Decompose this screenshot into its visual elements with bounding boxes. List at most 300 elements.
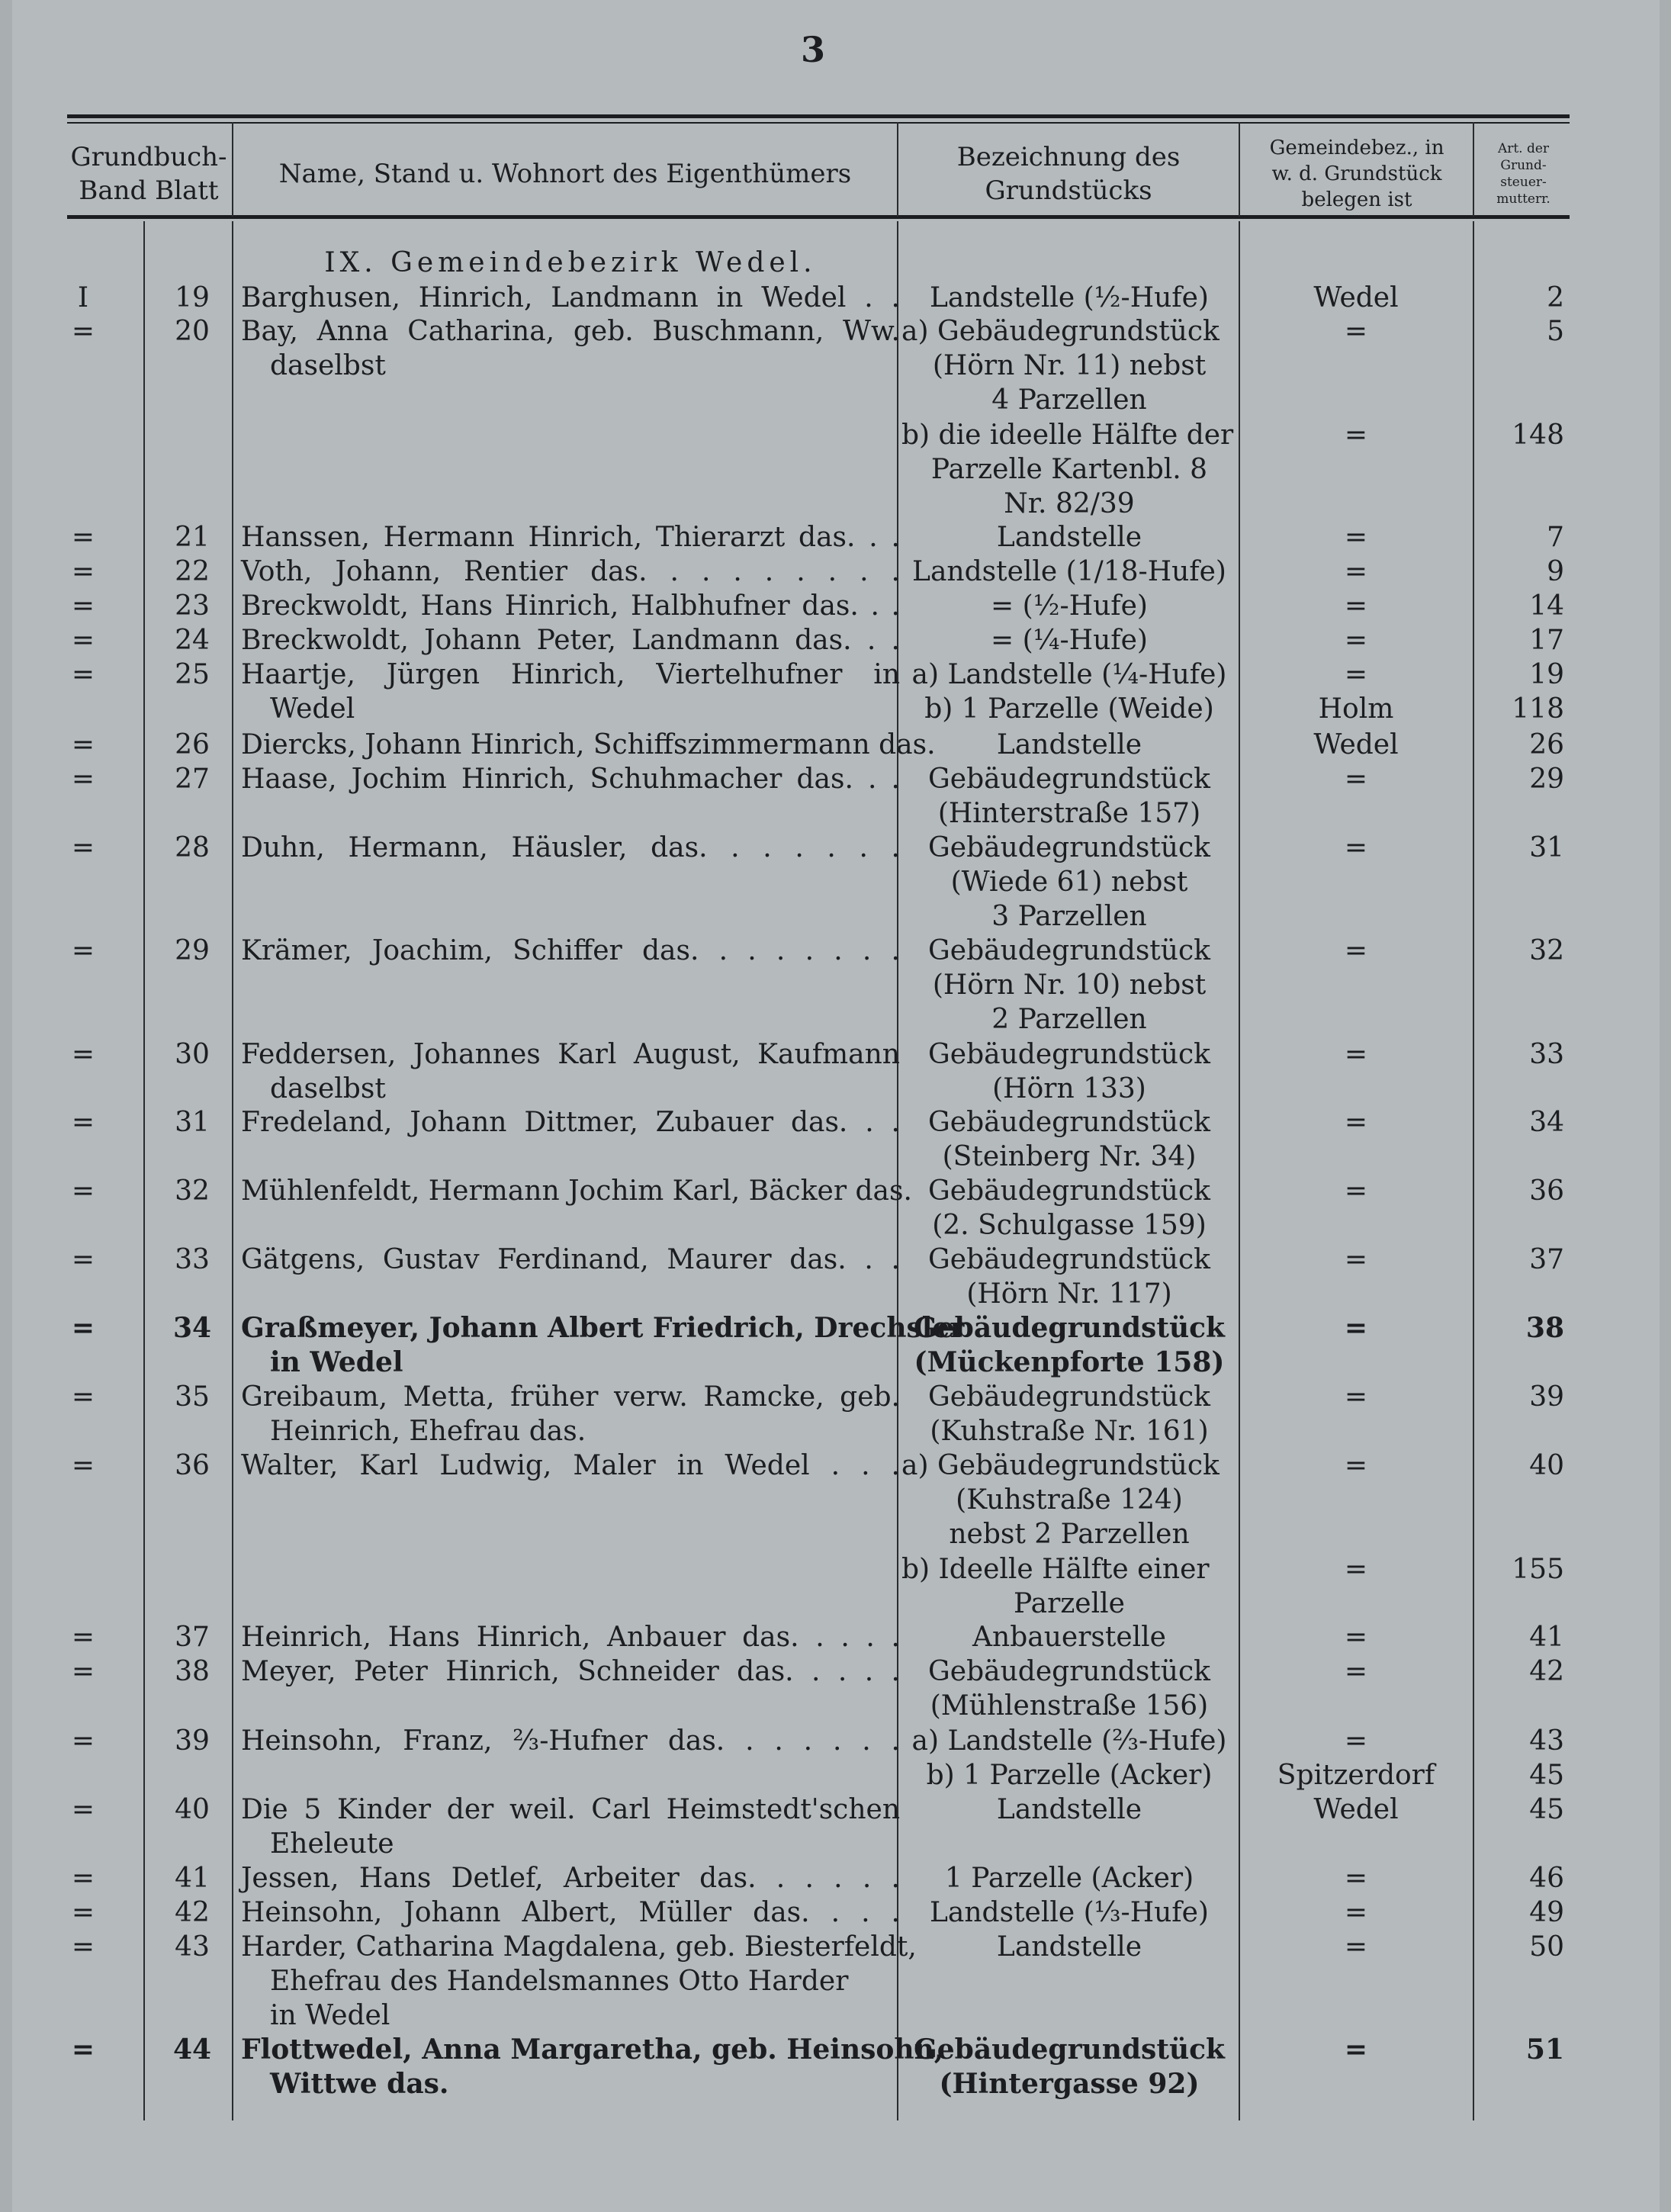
band-cell: =	[71, 1244, 95, 1275]
municipality-cell	[1242, 623, 1470, 657]
owner-cell	[241, 1105, 900, 1140]
owner-line: Heinsohn, Franz, ⅔-Hufner das. . . . . . .	[241, 1725, 900, 1757]
owner-line: Breckwoldt, Johann Peter, Landmann das. . .	[241, 625, 900, 656]
parcel-cell	[901, 1792, 1237, 1827]
parcel-line: Gebäudegrundstück	[928, 764, 1210, 795]
tax-article-line: 29	[1529, 764, 1564, 795]
owner-line: Greibaum, Metta, früher verw. Ramcke, geb.	[241, 1381, 900, 1413]
band-cell: =	[71, 625, 95, 656]
tax-article-cell	[1480, 1620, 1564, 1654]
parcel-cell	[901, 1311, 1237, 1380]
tax-article-line: 26	[1529, 729, 1564, 760]
municipality-line: =	[1344, 1244, 1368, 1275]
parcel-cell	[901, 555, 1237, 589]
tax-article-line: 17	[1529, 625, 1564, 656]
owner-cell	[241, 1311, 965, 1380]
tax-article-cell	[1480, 1174, 1564, 1208]
blatt-cell: 36	[175, 1450, 210, 1481]
owner-cell	[241, 1448, 900, 1483]
municipality-line	[1242, 1483, 1470, 1517]
blatt-cell: 21	[175, 522, 210, 553]
parcel-line: (Hörn Nr. 11) nebst	[932, 350, 1207, 382]
municipality-cell	[1242, 831, 1470, 865]
parcel-line: Gebäudegrundstück	[914, 1312, 1225, 1344]
page-number: 3	[800, 29, 825, 70]
tax-article-cell	[1480, 1380, 1564, 1414]
parcel-line: (Kuhstraße Nr. 161)	[930, 1416, 1209, 1448]
blatt-cell: 19	[175, 282, 210, 313]
parcel-line: Landstelle	[996, 522, 1142, 553]
owner-cell	[241, 1174, 912, 1208]
municipality-line: Spitzerdorf	[1277, 1760, 1435, 1792]
tax-article-cell	[1480, 657, 1564, 726]
blatt-cell: 37	[175, 1622, 210, 1653]
tax-article-line: 148	[1512, 419, 1564, 451]
parcel-cell	[901, 1620, 1237, 1654]
tax-article-cell	[1480, 1243, 1564, 1277]
header-tax-article-line: steuer-	[1500, 175, 1547, 190]
municipality-cell	[1242, 1380, 1470, 1414]
tax-article-line: 7	[1547, 522, 1564, 553]
municipality-line: =	[1344, 1107, 1368, 1138]
municipality-line: =	[1344, 1553, 1368, 1585]
header-municipality-line: Gemeindebez., in	[1269, 137, 1444, 159]
header-band-blatt-line: Grundbuch-	[70, 142, 227, 172]
tax-article-cell	[1480, 281, 1564, 315]
owner-line: Fredeland, Johann Dittmer, Zubauer das. . .	[241, 1107, 900, 1138]
owner-cell	[241, 1861, 900, 1895]
band-cell: =	[71, 1863, 95, 1894]
tax-article-line: 19	[1529, 659, 1564, 690]
parcel-cell	[901, 2033, 1237, 2101]
parcel-line: a) Landstelle (⅔-Hufe)	[911, 1725, 1227, 1757]
parcel-line: (Hintergasse 92)	[939, 2068, 1200, 2101]
owner-line: Graßmeyer, Johann Albert Friedrich, Drechsler	[241, 1312, 965, 1344]
municipality-line: =	[1344, 522, 1368, 553]
parcel-line: Landstelle (½-Hufe)	[930, 282, 1209, 313]
tax-article-cell	[1480, 1861, 1564, 1895]
owner-cell	[241, 1895, 900, 1930]
owner-cell	[241, 1620, 900, 1654]
parcel-cell	[901, 623, 1237, 657]
owner-line: Haase, Jochim Hinrich, Schuhmacher das. . .	[241, 764, 900, 795]
tax-article-line: 34	[1529, 1107, 1564, 1138]
owner-cell	[241, 2033, 944, 2101]
parcel-line: 4 Parzellen	[991, 384, 1147, 416]
municipality-line: =	[1344, 1863, 1368, 1894]
municipality-cell	[1242, 589, 1470, 623]
blatt-cell: 24	[175, 625, 210, 656]
tax-article-line: 2	[1547, 282, 1564, 313]
parcel-line: 2 Parzellen	[991, 1004, 1147, 1036]
parcel-line: (Kuhstraße 124)	[956, 1484, 1183, 1516]
blatt-cell: 26	[175, 729, 210, 760]
parcel-line: = (¼-Hufe)	[991, 625, 1148, 656]
municipality-line: =	[1344, 832, 1368, 863]
parcel-cell	[901, 1724, 1237, 1792]
tax-article-cell	[1480, 831, 1564, 865]
tax-article-cell	[1480, 1895, 1564, 1930]
parcel-line: nebst 2 Parzellen	[949, 1519, 1190, 1551]
owner-line: Gätgens, Gustav Ferdinand, Maurer das. . .	[241, 1244, 900, 1275]
blatt-cell: 23	[175, 590, 210, 622]
municipality-line: =	[1344, 1312, 1368, 1344]
municipality-cell	[1242, 762, 1470, 796]
municipality-line: =	[1344, 659, 1368, 690]
band-cell: =	[71, 729, 95, 760]
municipality-cell	[1242, 2033, 1470, 2067]
municipality-cell	[1242, 728, 1470, 762]
owner-line: Bay, Anna Catharina, geb. Buschmann, Ww.	[241, 316, 900, 347]
parcel-cell	[901, 1861, 1237, 1895]
blatt-cell: 39	[175, 1725, 210, 1757]
municipality-line: Wedel	[1313, 1794, 1399, 1825]
blatt-cell: 43	[175, 1931, 210, 1963]
owner-line: Wittwe das.	[270, 2068, 449, 2101]
tax-article-cell	[1480, 934, 1564, 968]
tax-article-line: 46	[1529, 1863, 1564, 1894]
parcel-line: Anbauerstelle	[972, 1622, 1166, 1653]
tax-article-line: 40	[1529, 1450, 1564, 1481]
parcel-cell	[901, 1243, 1237, 1311]
parcel-line: b) 1 Parzelle (Acker)	[926, 1760, 1213, 1792]
band-cell: =	[71, 1381, 95, 1413]
parcel-line: a) Landstelle (¼-Hufe)	[911, 659, 1227, 690]
municipality-cell	[1242, 1861, 1470, 1895]
owner-cell	[241, 1792, 900, 1861]
blatt-cell: 22	[175, 556, 210, 587]
parcel-line: (Mückenpforte 158)	[914, 1346, 1225, 1379]
header-tax-article-line: mutterr.	[1496, 191, 1550, 207]
band-cell: =	[71, 1725, 95, 1757]
band-cell: =	[71, 935, 95, 966]
owner-line: Eheleute	[270, 1828, 394, 1860]
parcel-line: b) Ideelle Hälfte einer	[901, 1553, 1210, 1585]
parcel-line: Gebäudegrundstück	[928, 1107, 1210, 1138]
parcel-line: Gebäudegrundstück	[928, 1244, 1210, 1275]
owner-cell	[241, 1380, 900, 1448]
municipality-line: =	[1344, 1897, 1368, 1928]
blatt-cell: 31	[175, 1107, 210, 1138]
tax-article-line: 51	[1525, 2034, 1564, 2066]
parcel-line: Parzelle	[1014, 1587, 1125, 1619]
tax-article-line: 42	[1529, 1656, 1564, 1687]
owner-line: Mühlenfeldt, Hermann Jochim Karl, Bäcker das.	[241, 1175, 912, 1207]
owner-line: daselbst	[270, 1073, 386, 1105]
band-cell: =	[71, 764, 95, 795]
blatt-cell: 28	[175, 832, 210, 863]
blatt-cell: 34	[172, 1312, 212, 1344]
municipality-line: =	[1344, 1450, 1368, 1481]
municipality-line: =	[1344, 935, 1368, 966]
municipality-line: =	[1344, 1656, 1368, 1687]
municipality-cell	[1242, 1174, 1470, 1208]
header-tax-article-line: Grund-	[1500, 158, 1547, 173]
band-cell: =	[71, 659, 95, 690]
tax-article-line: 9	[1547, 556, 1564, 587]
band-cell: =	[71, 1656, 95, 1687]
band-cell: =	[71, 1794, 95, 1825]
parcel-cell	[901, 1174, 1237, 1243]
tax-article-cell	[1480, 762, 1564, 796]
owner-cell	[241, 281, 900, 315]
parcel-line: Landstelle (⅓-Hufe)	[930, 1897, 1209, 1928]
tax-article-line: 155	[1512, 1553, 1564, 1585]
owner-line: Jessen, Hans Detlef, Arbeiter das. . . . . .	[241, 1863, 900, 1894]
band-cell: =	[71, 1622, 95, 1653]
blatt-cell: 25	[175, 659, 210, 690]
owner-cell	[241, 1930, 917, 2034]
municipality-line: Wedel	[1313, 282, 1399, 313]
parcel-cell	[901, 728, 1237, 762]
band-cell: =	[71, 1107, 95, 1138]
owner-line: in Wedel	[270, 1346, 403, 1379]
band-cell: =	[71, 1931, 95, 1963]
tax-article-line: 45	[1529, 1760, 1564, 1792]
municipality-line: =	[1344, 1725, 1368, 1757]
parcel-line: Gebäudegrundstück	[928, 1175, 1210, 1207]
parcel-line: Gebäudegrundstück	[928, 1381, 1210, 1413]
municipality-cell	[1242, 1243, 1470, 1277]
parcel-line: (Hinterstraße 157)	[937, 798, 1201, 830]
owner-cell	[241, 314, 900, 383]
owner-line: Diercks, Johann Hinrich, Schiffszimmermann das.	[241, 729, 936, 760]
municipality-cell	[1242, 657, 1470, 726]
tax-article-cell	[1480, 314, 1564, 452]
owner-line: Feddersen, Johannes Karl August, Kaufmann	[241, 1039, 900, 1070]
tax-article-line: 43	[1529, 1725, 1564, 1757]
owner-line: Flottwedel, Anna Margaretha, geb. Heinsohn,	[241, 2034, 944, 2066]
header-parcel-line: Bezeichnung des	[956, 142, 1181, 172]
register-page	[12, 0, 1660, 2212]
blatt-cell: 32	[175, 1175, 210, 1207]
parcel-line: (Hörn 133)	[992, 1073, 1146, 1105]
municipality-cell	[1242, 281, 1470, 315]
municipality-line	[1242, 349, 1470, 383]
parcel-line: (Wiede 61) nebst	[950, 866, 1188, 899]
owner-line: Die 5 Kinder der weil. Carl Heimstedt'schen	[241, 1794, 900, 1825]
parcel-cell	[901, 934, 1237, 1037]
owner-cell	[241, 762, 900, 796]
owner-line: Meyer, Peter Hinrich, Schneider das. . . . .	[241, 1656, 900, 1687]
blatt-cell: 27	[175, 764, 210, 795]
tax-article-cell	[1480, 1105, 1564, 1140]
parcel-line: (Steinberg Nr. 34)	[942, 1141, 1197, 1173]
tax-article-line: 49	[1529, 1897, 1564, 1928]
parcel-line: (2. Schulgasse 159)	[932, 1210, 1207, 1242]
municipality-line: =	[1344, 1175, 1368, 1207]
municipality-line: =	[1344, 1622, 1368, 1653]
band-cell: =	[71, 1450, 95, 1481]
blatt-cell: 20	[175, 316, 210, 347]
parcel-cell	[901, 520, 1237, 555]
parcel-cell	[901, 314, 1237, 521]
tax-article-cell	[1480, 623, 1564, 657]
parcel-cell	[901, 1037, 1237, 1106]
tax-article-line: 36	[1529, 1175, 1564, 1207]
blatt-cell: 41	[175, 1863, 210, 1894]
tax-article-line: 39	[1529, 1381, 1564, 1413]
tax-article-line: 33	[1529, 1039, 1564, 1070]
owner-line: Krämer, Joachim, Schiffer das. . . . . . . .	[241, 935, 900, 966]
tax-article-cell	[1480, 589, 1564, 623]
owner-cell	[241, 623, 900, 657]
parcel-cell	[901, 1930, 1237, 1964]
tax-article-cell	[1480, 1654, 1564, 1689]
municipality-cell	[1242, 520, 1470, 555]
header-municipality-line: belegen ist	[1301, 188, 1412, 211]
tax-article-line	[1480, 1517, 1564, 1551]
owner-line: in Wedel	[270, 2000, 390, 2032]
municipality-line	[1242, 1517, 1470, 1551]
parcel-line: a) Gebäudegrundstück	[901, 316, 1220, 347]
band-cell: =	[71, 832, 95, 863]
blatt-cell: 29	[175, 935, 210, 966]
owner-line: Barghusen, Hinrich, Landmann in Wedel . .	[241, 282, 900, 313]
owner-line: Harder, Catharina Magdalena, geb. Biesterfeldt,	[241, 1931, 917, 1963]
register-rows	[12, 0, 1660, 2212]
parcel-line: 1 Parzelle (Acker)	[944, 1863, 1194, 1894]
blatt-cell: 33	[175, 1244, 210, 1275]
municipality-cell	[1242, 1311, 1470, 1346]
header-band-blatt-line: Band Blatt	[79, 175, 219, 206]
tax-article-line	[1480, 1483, 1564, 1517]
tax-article-line: 37	[1529, 1244, 1564, 1275]
parcel-cell	[901, 831, 1237, 934]
tax-article-cell	[1480, 2033, 1564, 2067]
tax-article-line: 45	[1529, 1794, 1564, 1825]
band-cell: =	[71, 522, 95, 553]
parcel-line: Gebäudegrundstück	[928, 832, 1210, 863]
owner-cell	[241, 1724, 900, 1758]
tax-article-line: 14	[1529, 590, 1564, 622]
owner-line: daselbst	[270, 350, 386, 382]
band-cell: =	[71, 2034, 95, 2066]
parcel-line: Landstelle	[996, 1931, 1142, 1963]
municipality-cell	[1242, 555, 1470, 589]
blatt-cell: 35	[175, 1381, 210, 1413]
parcel-line: (Hörn Nr. 117)	[966, 1278, 1172, 1310]
municipality-line: =	[1344, 1039, 1368, 1070]
owner-line: Hanssen, Hermann Hinrich, Thierarzt das. . .	[241, 522, 900, 553]
owner-cell	[241, 657, 900, 726]
parcel-cell	[901, 589, 1237, 623]
owner-cell	[241, 1243, 900, 1277]
owner-line: Voth, Johann, Rentier das. . . . . . . . .	[241, 556, 900, 587]
owner-line: Heinrich, Hans Hinrich, Anbauer das. . . . .	[241, 1622, 900, 1653]
parcel-line: Gebäudegrundstück	[928, 1656, 1210, 1687]
band-cell: =	[71, 1897, 95, 1928]
tax-article-cell	[1480, 1311, 1564, 1346]
municipality-line: =	[1344, 625, 1368, 656]
tax-article-line	[1480, 349, 1564, 383]
municipality-cell	[1242, 1792, 1470, 1827]
parcel-cell	[901, 657, 1237, 726]
band-cell: =	[71, 556, 95, 587]
tax-article-line: 38	[1525, 1312, 1564, 1344]
band-cell: =	[71, 1312, 95, 1344]
municipality-cell	[1242, 1037, 1470, 1072]
owner-cell	[241, 1654, 900, 1689]
tax-article-line: 32	[1529, 935, 1564, 966]
municipality-cell	[1242, 1930, 1470, 1964]
owner-cell	[241, 520, 900, 555]
parcel-line: b) 1 Parzelle (Weide)	[924, 693, 1214, 725]
parcel-line: (Mühlenstraße 156)	[930, 1690, 1209, 1722]
parcel-cell	[901, 1380, 1237, 1448]
municipality-cell	[1242, 934, 1470, 968]
band-cell: =	[71, 1175, 95, 1207]
municipality-cell	[1242, 314, 1470, 452]
owner-line: Heinsohn, Johann Albert, Müller das. . . .	[241, 1897, 900, 1928]
owner-cell	[241, 934, 900, 968]
owner-cell	[241, 555, 900, 589]
tax-article-line: 50	[1529, 1931, 1564, 1963]
tax-article-cell	[1480, 1448, 1564, 1587]
parcel-line: Landstelle (1/18-Hufe)	[912, 556, 1226, 587]
municipality-cell	[1242, 1724, 1470, 1792]
owner-line: Wedel	[270, 693, 355, 725]
owner-line: Heinrich, Ehefrau das.	[270, 1416, 586, 1448]
owner-cell	[241, 831, 900, 865]
municipality-line: =	[1344, 590, 1368, 622]
parcel-line: Nr. 82/39	[1004, 488, 1135, 520]
tax-article-line: 41	[1529, 1622, 1564, 1653]
owner-line: Haartje, Jürgen Hinrich, Viertelhufner in	[241, 659, 900, 690]
municipality-line: =	[1344, 1381, 1368, 1413]
band-cell: =	[71, 590, 95, 622]
municipality-line: =	[1344, 1931, 1368, 1963]
tax-article-cell	[1480, 728, 1564, 762]
band-cell: =	[71, 316, 95, 347]
tax-article-cell	[1480, 520, 1564, 555]
parcel-line: b) die ideelle Hälfte der	[901, 419, 1234, 451]
parcel-line: 3 Parzellen	[991, 901, 1147, 933]
tax-article-cell	[1480, 1724, 1564, 1792]
parcel-line: Gebäudegrundstück	[928, 935, 1210, 966]
municipality-line: =	[1344, 316, 1368, 347]
owner-line: Ehefrau des Handelsmannes Otto Harder	[270, 1966, 849, 1998]
tax-article-line	[1480, 383, 1564, 417]
owner-cell	[241, 1037, 900, 1106]
municipality-line: Holm	[1318, 693, 1394, 725]
blatt-cell: 40	[175, 1794, 210, 1825]
municipality-cell	[1242, 1448, 1470, 1587]
municipality-line: =	[1344, 2034, 1368, 2066]
owner-line: Walter, Karl Ludwig, Maler in Wedel . . .	[241, 1450, 900, 1481]
parcel-cell	[901, 1654, 1237, 1723]
municipality-line	[1242, 383, 1470, 417]
parcel-cell	[901, 762, 1237, 831]
parcel-line: Landstelle	[996, 729, 1142, 760]
municipality-cell	[1242, 1105, 1470, 1140]
band-cell: =	[71, 1039, 95, 1070]
municipality-cell	[1242, 1654, 1470, 1689]
header-municipality-line: w. d. Grundstück	[1271, 162, 1442, 185]
owner-cell	[241, 589, 900, 623]
tax-article-cell	[1480, 1792, 1564, 1827]
owner-cell	[241, 728, 936, 762]
header-parcel-line: Grundstücks	[985, 175, 1152, 206]
municipality-line: Wedel	[1313, 729, 1399, 760]
parcel-line: Parzelle Kartenbl. 8	[930, 453, 1208, 485]
municipality-line: =	[1344, 419, 1368, 451]
header-owner-text: Name, Stand u. Wohnort des Eigenthümers	[278, 159, 852, 189]
municipality-line: =	[1344, 764, 1368, 795]
tax-article-cell	[1480, 1037, 1564, 1072]
owner-line: Breckwoldt, Hans Hinrich, Halbhufner das. . .	[241, 590, 900, 622]
blatt-cell: 38	[175, 1656, 210, 1687]
